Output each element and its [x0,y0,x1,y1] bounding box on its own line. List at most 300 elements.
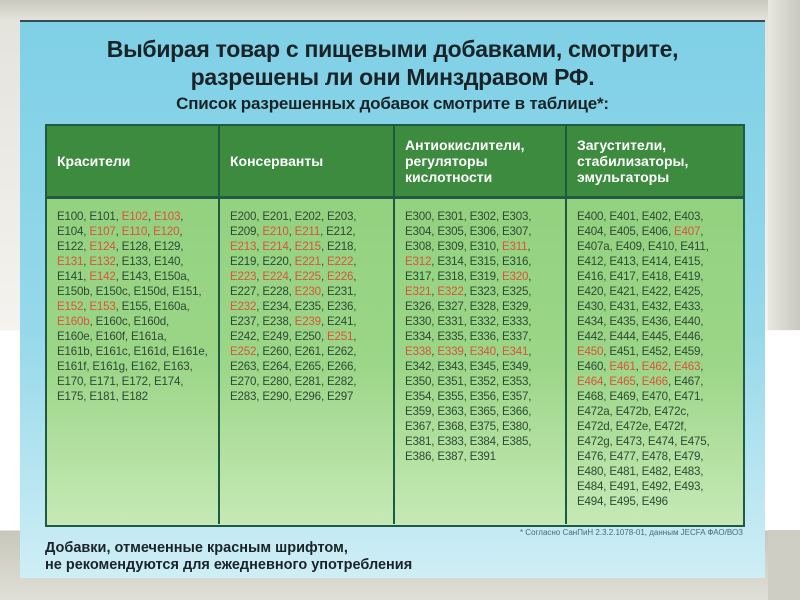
additive-code: E321 [405,285,432,298]
additive-code: E431 [609,300,636,313]
additive-code: E141 [57,270,84,283]
additive-code: E469 [609,390,636,403]
additive-code: E209 [230,225,257,238]
additive-code: E304 [405,225,432,238]
code-line: E381, E383, E384, E385, [405,435,532,448]
additive-code: E161b [57,345,90,358]
additive-code: E133 [121,255,148,268]
code-line: E312, E314, E315, E316, [405,255,532,268]
additive-code: E242 [230,330,257,343]
additive-code: E152 [57,300,84,313]
additive-code: E317 [405,270,432,283]
additive-code: E350 [405,375,432,388]
additive-code: E445 [641,330,668,343]
additive-code: E307 [501,225,529,238]
additive-code: E405 [609,225,636,238]
additive-code: E410 [647,240,675,253]
additive-code: E249 [262,330,289,343]
additive-code: E464 [577,375,604,388]
code-line: E252, E260, E261, E262, [230,345,357,358]
additive-code: E161a [130,330,164,343]
additive-code: E103 [153,210,181,223]
additive-code: E143 [121,270,148,283]
additive-code: E335 [437,330,464,343]
additive-code: E320 [501,270,529,283]
additive-code: E265 [294,360,321,373]
table-cell [220,199,395,524]
code-line: E213, E214, E215, E218, [230,240,357,253]
code-line: E304, E305, E306, E307, [405,225,532,238]
code-line: E464, E465, E466, E467, [577,375,704,388]
additive-code: E359 [405,405,432,418]
additive-code: E409 [615,240,642,253]
additive-code: E155 [121,300,148,313]
additive-code: E432 [641,300,668,313]
additive-code: E341 [501,345,529,358]
additive-code: E476 [577,450,604,463]
additive-code: E343 [437,360,464,373]
additive-code: E263 [230,360,257,373]
additive-code: E367 [405,420,432,433]
additive-code: E222 [326,255,354,268]
additive-code: E218 [326,240,354,253]
additive-code: E230 [294,285,321,298]
additive-code: E326 [405,300,432,313]
code-line: E484, E491, E492, E493, [577,480,704,493]
additive-code: E140 [153,255,181,268]
slide-edge [768,530,800,600]
code-line: E450, E451, E452, E459, [577,345,704,358]
additive-code: E463 [673,360,701,373]
additive-code: E351 [437,375,464,388]
code-line: E342, E343, E345, E349, [405,360,532,373]
additive-code: E472e [615,420,649,433]
code-line: E122, E124, E128, E129, [57,240,184,253]
header-text: Антиокислители, [405,137,525,153]
additive-code: E202 [294,210,321,223]
additive-code: E333 [501,315,529,328]
additive-code: E120 [153,225,180,238]
note-line-1: Добавки, отмеченные красным шрифтом, [45,540,348,556]
additive-code: E363 [437,405,464,418]
header-text: стабилизаторы, [577,153,689,169]
additive-code: E310 [469,240,496,253]
code-line: E219, E220, E221, E222, [230,255,357,268]
additive-code: E239 [294,315,321,328]
code-line: E386, E387, E391 [405,450,496,463]
additive-code: E328 [469,300,496,313]
additive-code: E161g [92,360,125,373]
additive-code: E250 [294,330,321,343]
table-cell [395,199,567,524]
additive-code: E345 [469,360,496,373]
additive-code: E175 [57,390,84,403]
additive-code: E413 [609,255,636,268]
additive-code: E220 [262,255,289,268]
additive-code: E131 [57,255,84,268]
additive-code: E128 [121,240,148,253]
additive-code: E163 [163,360,190,373]
additive-code: E102 [121,210,148,223]
additive-code: E212 [326,225,353,238]
additive-code: E386 [405,450,432,463]
code-line: E468, E469, E470, E471, [577,390,704,403]
code-line: E359, E363, E365, E366, [405,405,532,418]
additive-code: E264 [262,360,289,373]
additive-code: E470 [641,390,668,403]
code-line: E480, E481, E482, E483, [577,465,704,478]
additive-code: E308 [405,240,432,253]
additive-code: E419 [673,270,701,283]
additive-code: E334 [405,330,432,343]
code-line: E237, E238, E239, E241, [230,315,357,328]
code-line: E232, E234, E235, E236, [230,300,357,313]
code-line: E326, E327, E328, E329, [405,300,532,313]
additive-code: E231 [326,285,354,298]
additive-code: E331 [437,315,464,328]
additive-code: E235 [294,300,321,313]
additive-code: E472f [654,420,684,433]
additive-code: E494 [577,495,604,508]
code-line: E416, E417, E418, E419, [577,270,704,283]
slide-edge [768,0,800,330]
additive-code: E160d [133,315,167,328]
additive-code: E171 [89,375,116,388]
header-text: Красители [57,153,131,169]
additive-code: E228 [262,285,289,298]
additive-code: E460 [577,360,604,373]
code-line: E160b, E160c, E160d, [57,315,170,328]
additive-code: E150a [153,270,187,283]
code-line: E407a, E409, E410, E411, [577,240,709,253]
additive-code: E162 [130,360,158,373]
additive-code: E224 [262,270,289,283]
code-line: E150b, E150c, E150d, E151, [57,285,202,298]
additive-code: E160e [57,330,90,343]
header-text: Загустители, [577,137,667,153]
additive-code: E381 [405,435,432,448]
additive-code: E493 [673,480,701,493]
additive-code: E129 [153,240,181,253]
additive-code: E281 [294,375,321,388]
additive-code: E481 [609,465,636,478]
additive-code: E495 [609,495,636,508]
title-line-1: Выбирая товар с пищевыми добавками, смотрите, [106,36,679,62]
code-line: E472a, E472b, E472c, [577,405,690,418]
additive-code: E416 [577,270,604,283]
additive-code: E400 [577,210,604,223]
additive-code: E160c [95,315,128,328]
additive-code: E391 [469,450,496,463]
additive-code: E462 [641,360,668,373]
additive-code: E270 [230,375,257,388]
additives-table [45,124,745,527]
additive-code: E338 [405,345,432,358]
code-line: E242, E249, E250, E251, [230,330,357,343]
additive-code: E354 [405,390,432,403]
column-header [395,126,567,196]
table-body [47,199,743,524]
code-line: E161b, E161c, E161d, E161e, [57,345,208,358]
code-line: E227, E228, E230, E231, [230,285,357,298]
additive-code: E252 [230,345,257,358]
additive-code: E380 [501,420,529,433]
additive-code: E404 [577,225,604,238]
table-header [47,126,743,199]
additive-code: E223 [230,270,257,283]
additive-code: E329 [501,300,529,313]
additive-code: E297 [326,390,354,403]
additive-code: E241 [326,315,354,328]
additive-code: E401 [609,210,636,223]
code-line: E476, E477, E478, E479, [577,450,704,463]
additive-code: E442 [577,330,604,343]
header-text: эмульгаторы [577,169,670,185]
additive-code: E201 [262,210,289,223]
code-line: E131, E132, E133, E140, [57,255,184,268]
additive-code: E302 [469,210,496,223]
code-line: E160e, E160f, E161a, [57,330,167,343]
additive-code: E383 [437,435,464,448]
additive-code: E213 [230,240,257,253]
additive-code: E232 [230,300,257,313]
additive-code: E107 [89,225,116,238]
additive-code: E172 [121,375,148,388]
subtitle: Список разрешенных добавок смотрите в таблице*: [176,94,609,113]
additive-code: E104 [57,225,84,238]
code-line: E100, E101, E102, E103, [57,210,184,223]
additive-code: E318 [437,270,464,283]
code-line: E209, E210, E211, E212, [230,225,356,238]
additive-code: E325 [501,285,529,298]
additive-code: E266 [326,360,354,373]
code-line: E434, E435, E436, E440, [577,315,704,328]
additive-code: E402 [641,210,668,223]
additive-code: E225 [294,270,321,283]
additive-code: E174 [153,375,181,388]
additive-code: E468 [577,390,604,403]
additive-code: E365 [469,405,496,418]
code-line: E350, E351, E352, E353, [405,375,532,388]
additive-code: E421 [609,285,636,298]
additive-code: E260 [262,345,289,358]
additive-code: E161e [172,345,205,358]
additive-code: E472g [577,435,610,448]
code-line: E283, E290, E296, E297 [230,390,354,403]
additive-code: E433 [673,300,701,313]
additive-code: E101 [89,210,116,223]
additive-code: E181 [89,390,116,403]
additive-code: E282 [326,375,354,388]
additive-code: E474 [647,435,675,448]
additive-code: E227 [230,285,257,298]
code-line: E170, E171, E172, E174, [57,375,184,388]
additive-code: E100 [57,210,84,223]
additive-code: E151 [172,285,199,298]
additive-code: E452 [641,345,668,358]
additive-code: E475 [680,435,707,448]
additive-code: E459 [673,345,701,358]
additive-code: E300 [405,210,432,223]
additive-code: E357 [501,390,529,403]
additive-code: E472a [577,405,610,418]
additive-code: E430 [577,300,604,313]
code-line: E460, E461, E462, E463, [577,360,704,373]
additive-code: E467 [673,375,701,388]
additive-code: E124 [89,240,116,253]
additive-code: E238 [262,315,289,328]
code-line: E430, E431, E432, E433, [577,300,704,313]
additive-code: E384 [469,435,496,448]
red-note [45,540,412,574]
additive-code: E356 [469,390,496,403]
additive-code: E496 [641,495,668,508]
additive-code: E472b [615,405,649,418]
additive-code: E214 [262,240,289,253]
additive-code: E414 [641,255,668,268]
additive-code: E237 [230,315,257,328]
additive-code: E492 [641,480,668,493]
code-line: E300, E301, E302, E303, [405,210,532,223]
code-line: E472g, E473, E474, E475, [577,435,710,448]
code-line: E317, E318, E319, E320, [405,270,532,283]
additive-code: E323 [469,285,496,298]
header-text: регуляторы [405,153,488,169]
additive-code: E353 [501,375,529,388]
additive-code: E301 [437,210,464,223]
code-line: E223, E224, E225, E226, [230,270,357,283]
additive-code: E203 [326,210,354,223]
code-line: E270, E280, E281, E282, [230,375,357,388]
code-line: E420, E421, E422, E425, [577,285,704,298]
additive-code: E340 [469,345,496,358]
additive-code: E422 [641,285,668,298]
additive-code: E160f [95,330,125,343]
code-line: E104, E107, E110, E120, [57,225,183,238]
additive-code: E483 [673,465,701,478]
additive-code: E306 [469,225,496,238]
additive-code: E309 [437,240,464,253]
additive-code: E153 [89,300,116,313]
additive-code: E339 [437,345,464,358]
additive-code: E327 [437,300,464,313]
additive-code: E336 [469,330,496,343]
additive-code: E160b [57,315,90,328]
code-line: E152, E153, E155, E160a, [57,300,190,313]
header-text: кислотности [405,169,493,185]
additive-code: E110 [121,225,148,238]
additive-code: E261 [294,345,321,358]
code-line: E494, E495, E496 [577,495,668,508]
code-line: E334, E335, E336, E337, [405,330,532,343]
additive-code: E385 [501,435,529,448]
additive-code: E215 [294,240,321,253]
additive-code: E221 [294,255,321,268]
column-header [220,126,395,196]
code-line: E472d, E472e, E472f, [577,420,687,433]
additive-code: E368 [437,420,464,433]
note-line-2: не рекомендуются для ежедневного употребления [45,557,413,573]
column-header [47,126,220,196]
additive-code: E211 [294,225,321,238]
additive-code: E466 [641,375,668,388]
additive-code: E440 [673,315,701,328]
additive-code: E478 [641,450,668,463]
additive-code: E387 [437,450,464,463]
additive-code: E316 [501,255,529,268]
code-line: E263, E264, E265, E266, [230,360,357,373]
additive-code: E226 [326,270,354,283]
additive-code: E450 [577,345,604,358]
additive-code: E234 [262,300,289,313]
additive-code: E472c [654,405,687,418]
additive-code: E161f [57,360,87,373]
additive-code: E479 [673,450,701,463]
additive-code: E411 [680,240,706,253]
additive-code: E342 [405,360,432,373]
additive-code: E311 [501,240,528,253]
additive-code: E142 [89,270,116,283]
code-line: E338, E339, E340, E341, [405,345,532,358]
additive-code: E296 [294,390,321,403]
additive-code: E262 [326,345,354,358]
header-text: Консерванты [230,153,324,169]
additive-code: E436 [641,315,668,328]
additive-code: E484 [577,480,604,493]
additive-code: E435 [609,315,636,328]
additive-code: E471 [673,390,701,403]
additive-code: E150d [133,285,167,298]
code-line: E321, E322, E323, E325, [405,285,532,298]
additive-code: E473 [615,435,642,448]
additive-code: E283 [230,390,257,403]
additive-code: E290 [262,390,289,403]
code-line: E308, E309, E310, E311, [405,240,531,253]
additive-code: E482 [641,465,668,478]
additive-code: E219 [230,255,257,268]
additive-code: E150c [95,285,128,298]
table-cell [47,199,220,524]
additive-code: E407 [673,225,701,238]
code-line: E141, E142, E143, E150a, [57,270,190,283]
additive-code: E407a [577,240,610,253]
additive-code: E352 [469,375,496,388]
footnote: * Согласно СанПиН 2.3.2.1078-01, данным JECFA ФАО/ВОЗ [519,528,743,537]
additive-code: E403 [673,210,701,223]
additive-code: E355 [437,390,464,403]
additive-code: E280 [262,375,289,388]
additive-code: E375 [469,420,496,433]
additive-code: E170 [57,375,84,388]
column-header [567,126,743,196]
additive-code: E451 [609,345,636,358]
additive-code: E461 [609,360,636,373]
additive-code: E337 [501,330,529,343]
additive-code: E251 [326,330,354,343]
additive-code: E161c [95,345,128,358]
additive-code: E418 [641,270,668,283]
additive-code: E182 [121,390,148,403]
additive-code: E210 [262,225,289,238]
code-line: E330, E331, E332, E333, [405,315,532,328]
additive-code: E406 [641,225,668,238]
additive-code: E465 [609,375,636,388]
additive-code: E305 [437,225,464,238]
additive-code: E425 [673,285,701,298]
table-cell [567,199,743,524]
additive-code: E480 [577,465,604,478]
additive-code: E315 [469,255,496,268]
